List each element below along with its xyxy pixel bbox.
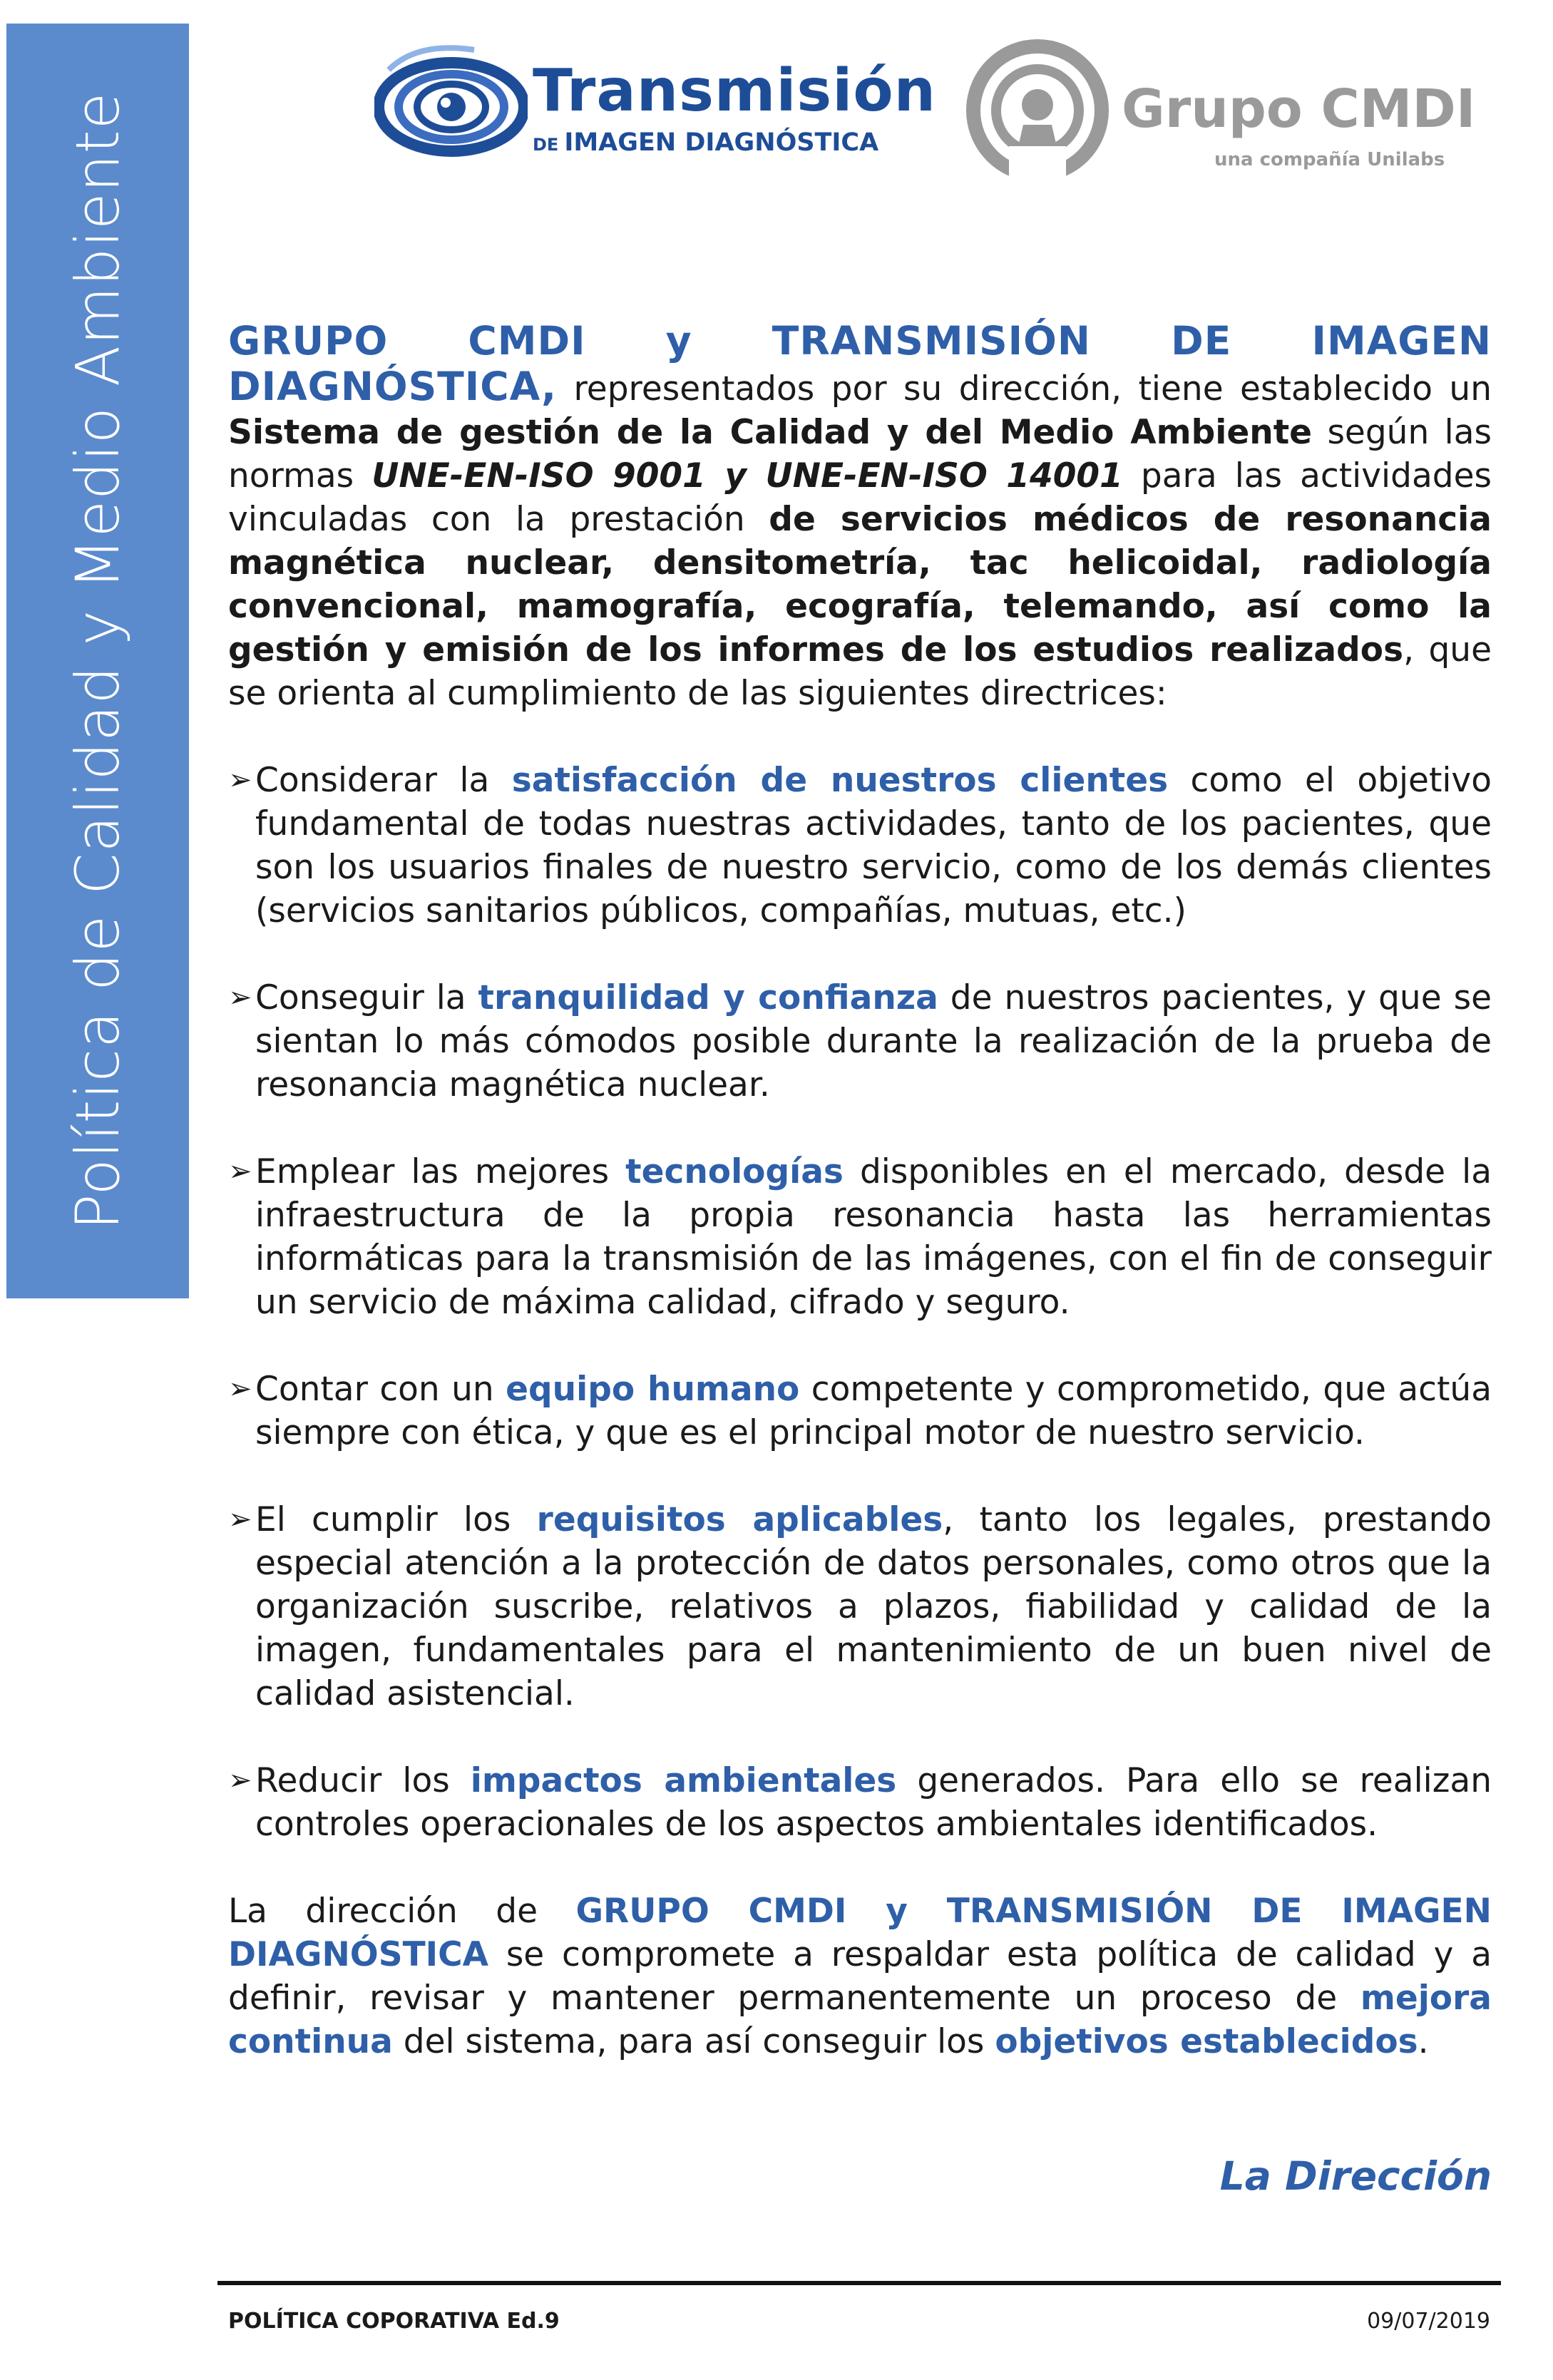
arrow-bullet-icon: ➢	[228, 1503, 252, 1536]
arrow-bullet-icon: ➢	[228, 1764, 252, 1797]
eye-swirl-icon	[374, 41, 528, 173]
cmdi-emblem-icon	[966, 39, 1116, 182]
company-heading: GRUPO CMDI y TRANSMISIÓN DE IMAGEN DIAGNÓSTICA,	[228, 318, 1492, 409]
tid-logo-title: Transmisión	[533, 57, 937, 125]
arrow-bullet-icon: ➢	[228, 764, 252, 796]
arrow-bullet-icon: ➢	[228, 1373, 252, 1405]
directive-item: ➢ Considerar la satisfacción de nuestros clientes como el objetivo fundamental de todas nuestras actividades, tanto de los pacientes, que son los usuarios finales de nuestro servicio, como de los demás clientes (servicios sanitarios públicos, compañías, mutuas, etc.)	[228, 759, 1492, 933]
tid-logo-subtitle: DE IMAGEN DIAGNÓSTICA	[533, 128, 879, 157]
directive-item: ➢ Emplear las mejores tecnologías disponibles en el mercado, desde la infraestructura de la propia resonancia hasta las herramientas informáticas para la transmisión de las imágenes, con el fin de conseguir un servicio de máxima calidad, cifrado y seguro.	[228, 1150, 1492, 1324]
footer-divider	[217, 2281, 1501, 2285]
directive-item: ➢ Reducir los impactos ambientales generados. Para ello se realizan controles operacionales de los aspectos ambientales identificados.	[228, 1759, 1492, 1846]
policy-body	[228, 319, 1492, 2063]
signature: La Dirección	[1219, 2153, 1492, 2199]
sidebar-title: Política de Calidad y Medio Ambiente	[63, 91, 133, 1231]
directive-item: ➢ Conseguir la tranquilidad y confianza de nuestros pacientes, y que se sientan lo más cómodos posible durante la realización de la prueba de resonancia magnética nuclear.	[228, 976, 1492, 1107]
sidebar-banner	[6, 24, 189, 1298]
transmision-logo	[374, 41, 937, 173]
cmdi-logo-title: Grupo CMDI	[1122, 78, 1476, 140]
directive-item: ➢ Contar con un equipo humano competente y comprometido, que actúa siempre con ética, y que es el principal motor de nuestro servicio.	[228, 1368, 1492, 1455]
arrow-bullet-icon: ➢	[228, 1155, 252, 1188]
intro-paragraph: GRUPO CMDI y TRANSMISIÓN DE IMAGEN DIAGNÓSTICA, representados por su dirección, tiene establecido un Sistema de gestión de la Calidad y del Medio Ambiente según las normas UNE-EN-ISO 9001 y UNE-EN-ISO 14001 para las actividades vinculadas con la prestación de servicios médicos de resonancia magnética nuclear, densitometría, tac helicoidal, radiología convencional, mamografía, ecografía, telemando, así como la gestión y emisión de los informes de los estudios realizados, que se orienta al cumplimiento de las siguientes directrices:	[228, 318, 1492, 713]
footer-document-label: POLÍTICA COPORATIVA Ed.9	[228, 2309, 560, 2334]
footer-date: 09/07/2019	[1367, 2309, 1490, 2334]
cmdi-logo-subtitle: una compañía Unilabs	[1214, 149, 1445, 170]
closing-paragraph: La dirección de GRUPO CMDI y TRANSMISIÓN DE IMAGEN DIAGNÓSTICA se compromete a respaldar esta política de calidad y a definir, revisar y mantener permanentemente un proceso de mejora continua del sistema, para así conseguir los objetivos establecidos.	[228, 1892, 1492, 2061]
directive-item: ➢ El cumplir los requisitos aplicables, tanto los legales, prestando especial atención a la protección de datos personales, como otros que la organización suscribe, relativos a plazos, fiabilidad y calidad de la imagen, fundamentales para el mantenimiento de un buen nivel de calidad asistencial.	[228, 1498, 1492, 1715]
grupo-cmdi-logo	[966, 39, 1476, 182]
arrow-bullet-icon: ➢	[228, 981, 252, 1014]
